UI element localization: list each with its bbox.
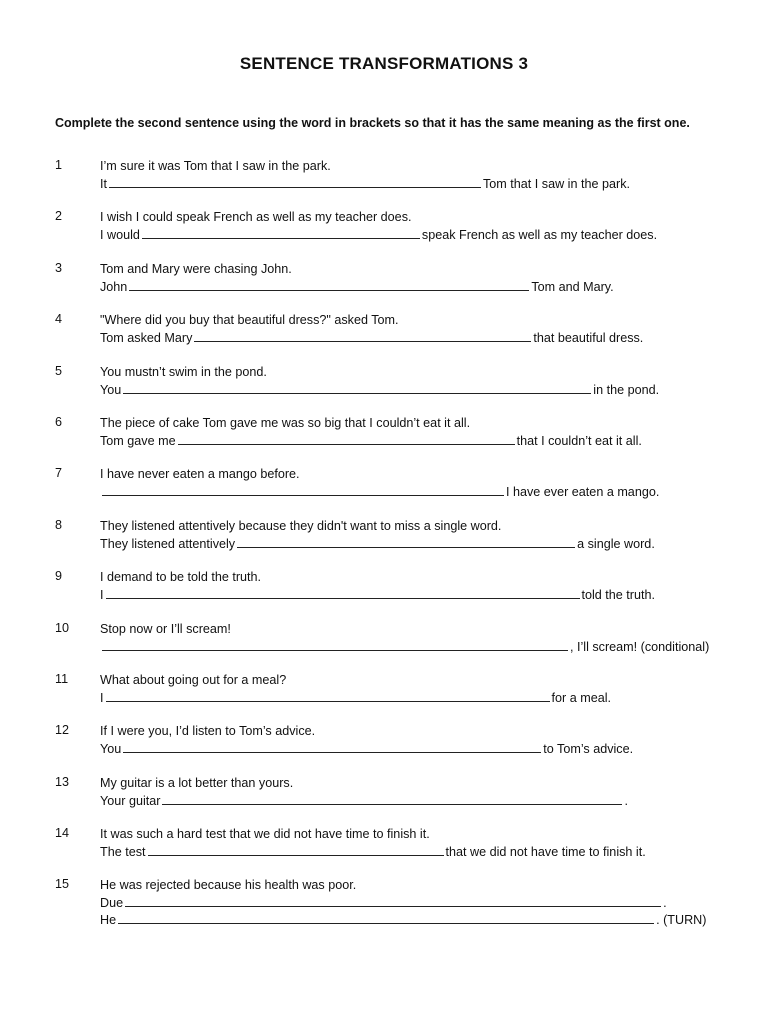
sentence-start: It [100,177,107,191]
sentence-end: I have ever eaten a mango. [506,485,660,500]
item-number: 15 [55,877,70,892]
transformation-line [100,843,646,861]
original-sentence: What about going out for a meal? [100,672,287,687]
sentence-end: that we did not have time to finish it. [445,845,646,860]
answer-blank[interactable] [129,278,529,291]
exercise-item [0,723,768,774]
sentence-end: . (TURN) [656,913,707,928]
sentence-start: You [100,742,122,757]
item-number: 4 [55,312,63,327]
original-sentence: Tom and Mary were chasing John. [100,261,292,276]
transformation-line [100,329,643,347]
transformation-line [100,483,659,501]
transformation-line [100,740,633,758]
answer-blank[interactable] [123,381,591,394]
transformation-line [100,894,667,912]
sentence-start: You [100,382,122,397]
exercise-list [0,158,768,929]
instructions: Complete the second sentence using the word in brackets so that it has the same meaning as the first one. [55,116,690,130]
sentence-start: He [100,913,117,928]
sentence-end: in the pond. [593,382,660,397]
item-number: 5 [55,363,63,378]
sentence-end: Tom that I saw in the park. [483,177,630,191]
transformation-line [100,226,657,244]
answer-blank[interactable] [237,535,575,548]
exercise-item [0,775,768,826]
sentence-end: that beautiful dress. [533,331,644,346]
item-number: 11 [55,671,69,686]
sentence-start: Your guitar [100,793,161,808]
sentence-end: that I couldn’t eat it all. [516,433,642,448]
page-title: SENTENCE TRANSFORMATIONS 3 [239,54,529,73]
sentence-end: to Tom’s advice. [543,742,634,757]
original-sentence: I demand to be told the truth. [100,570,262,585]
exercise-item [0,312,768,363]
answer-blank[interactable] [162,792,622,805]
original-sentence: You mustn’t swim in the pond. [100,364,267,379]
answer-blank[interactable] [194,329,531,342]
item-number: 2 [55,209,63,224]
transformation-line [100,689,611,707]
exercise-item [0,672,768,723]
answer-blank[interactable] [118,911,654,924]
transformation-line [100,432,642,450]
exercise-item [0,466,768,517]
original-sentence: I have never eaten a mango before. [100,467,300,482]
answer-blank[interactable] [125,894,661,907]
transformation-line [100,586,655,604]
sentence-end: Tom and Mary. [531,279,614,294]
sentence-start: John [100,279,128,294]
item-number: 10 [55,620,70,635]
answer-blank[interactable] [123,740,541,753]
exercise-item [0,364,768,415]
sentence-start: Due [100,896,124,911]
sentence-start: I [100,588,104,603]
sentence-end: . [624,793,628,808]
exercise-item [0,415,768,466]
exercise-item [0,209,768,260]
answer-blank[interactable] [142,226,420,239]
item-number: 7 [55,466,63,481]
original-sentence: It was such a hard test that we did not have time to finish it. [100,827,430,842]
sentence-end: . [663,896,667,911]
answer-blank[interactable] [178,432,515,445]
answer-blank[interactable] [106,586,580,599]
sentence-start: Tom gave me [100,433,176,448]
sentence-start: I [100,690,104,705]
sentence-end: , I’ll scream! (conditional) [570,639,710,654]
sentence-end: told the truth. [581,588,656,603]
original-sentence: The piece of cake Tom gave me was so big that I couldn’t eat it all. [100,415,471,430]
transformation-line [100,792,628,810]
original-sentence: "Where did you buy that beautiful dress?" asked Tom. [100,313,399,328]
exercise-item [0,158,768,209]
item-number: 8 [55,517,63,532]
item-number: 3 [55,260,63,275]
answer-blank[interactable] [148,843,444,856]
item-number: 14 [55,826,70,841]
original-sentence: I wish I could speak French as well as my teacher does. [100,210,412,225]
item-number: 1 [55,158,63,172]
original-sentence: My guitar is a lot better than yours. [100,775,294,790]
original-sentence: He was rejected because his health was poor. [100,878,357,893]
original-sentence: Stop now or I’ll scream! [100,621,231,636]
item-number: 9 [55,569,63,584]
exercise-item [0,261,768,312]
transformation-line [100,381,659,399]
item-number: 12 [55,723,70,738]
original-sentence: If I were you, I’d listen to Tom’s advice. [100,724,316,739]
sentence-end: speak French as well as my teacher does. [421,228,658,243]
answer-blank[interactable] [106,689,550,702]
item-number: 6 [55,414,63,429]
transformation-line [100,175,630,193]
exercise-item [0,826,768,877]
exercise-item [0,569,768,620]
exercise-item [0,877,768,928]
original-sentence: I’m sure it was Tom that I saw in the park. [100,159,331,173]
transformation-line [100,278,614,296]
sentence-start: They listened attentively [100,536,236,551]
sentence-start: I would [100,228,140,243]
sentence-start: The test [100,845,146,860]
answer-blank[interactable] [109,175,481,188]
answer-blank[interactable] [102,483,504,496]
item-number: 13 [55,774,70,789]
transformation-line [100,911,706,929]
sentence-end: for a meal. [551,690,611,705]
sentence-start: Tom asked Mary [100,331,193,346]
answer-blank[interactable] [102,638,568,651]
exercise-item [0,518,768,569]
transformation-line [100,535,655,553]
sentence-end: a single word. [577,536,655,551]
transformation-line [100,638,709,656]
exercise-item [0,621,768,672]
original-sentence: They listened attentively because they didn't want to miss a single word. [100,518,502,533]
